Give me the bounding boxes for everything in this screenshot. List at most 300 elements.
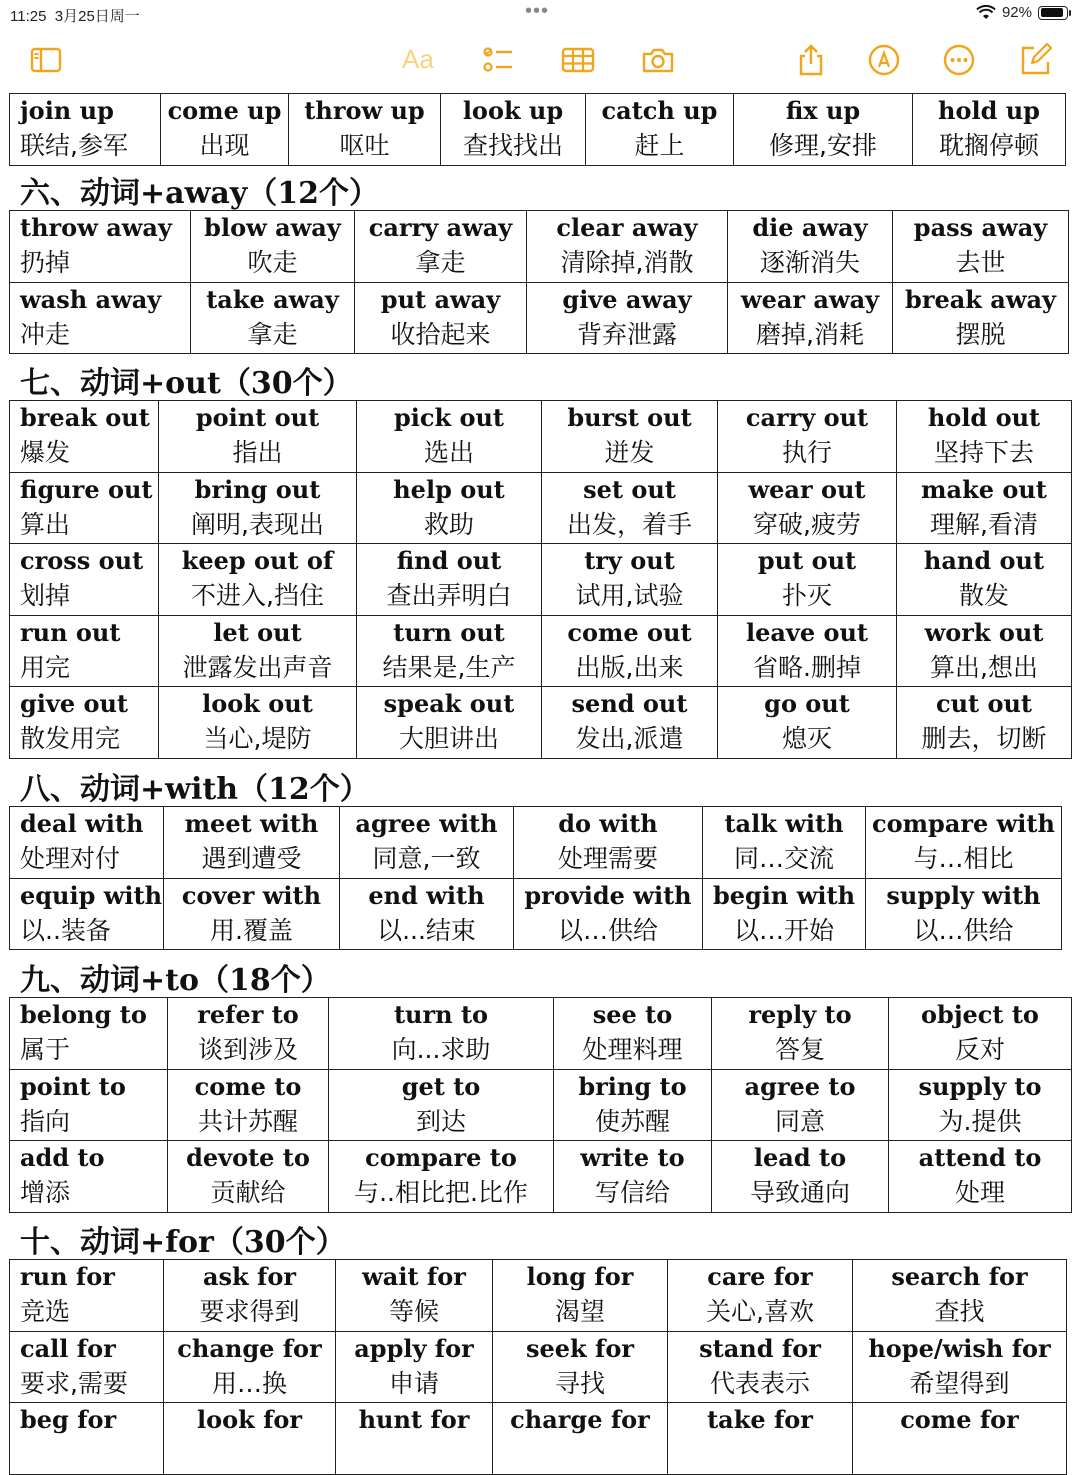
phrase-chinese: 使苏醒	[594, 1106, 670, 1136]
phrase-cell[interactable]	[357, 687, 542, 759]
phrase-cell[interactable]	[10, 615, 159, 687]
phrase-chinese: 与..相比把.比作	[354, 1178, 528, 1207]
status-time: 11:25 3月25日周一	[10, 8, 140, 25]
phrase-cell[interactable]	[10, 544, 159, 616]
phrase-cell[interactable]	[336, 1403, 493, 1475]
phrase-english: break out	[20, 403, 150, 432]
phrase-english: hand out	[923, 546, 1045, 575]
phrase-cell[interactable]	[493, 1403, 668, 1475]
phrase-chinese: 关心,喜欢	[706, 1297, 814, 1326]
phrase-cell[interactable]	[10, 211, 191, 283]
phrase-english: leave out	[745, 617, 869, 647]
phrase-english: work out	[924, 617, 1044, 647]
phrase-cell[interactable]	[10, 282, 191, 354]
phrase-chinese: 联结,参军	[20, 131, 128, 160]
phrase-english: refer to	[197, 1000, 299, 1029]
section-heading	[20, 764, 370, 808]
phrase-chinese: 要求,需要	[20, 1368, 128, 1398]
section-heading-cn: 十、动词	[20, 1225, 140, 1260]
phrase-chinese: 谈到涉及	[197, 1035, 298, 1064]
phrase-english: long for	[526, 1262, 634, 1291]
phrase-chinese: 当心,堤防	[203, 724, 312, 753]
phrase-chinese: 查找	[934, 1297, 985, 1326]
multitasking-dots-icon[interactable]: •••	[525, 0, 550, 22]
phrase-cell[interactable]	[329, 998, 554, 1070]
phrase-cell[interactable]	[336, 1331, 493, 1403]
phrase-chinese: 收拾起来	[390, 319, 491, 349]
phrase-english: stand for	[699, 1333, 821, 1363]
phrase-chinese: 出版,出来	[575, 652, 684, 682]
phrase-chinese: 遇到遭受	[201, 844, 302, 873]
table-row	[10, 807, 1062, 879]
phrase-chinese: 申请	[388, 1368, 439, 1398]
phrase-cell[interactable]	[542, 401, 718, 473]
phrase-chinese: 寻找	[554, 1368, 605, 1398]
phrase-english: point out	[195, 403, 320, 432]
share-icon[interactable]	[793, 42, 829, 78]
phrase-chinese: 大胆讲出	[398, 724, 499, 753]
phrase-cell[interactable]	[164, 878, 340, 950]
phrase-english: find out	[396, 546, 502, 575]
phrase-cell[interactable]	[718, 615, 897, 687]
section-heading-cn: 八、动词	[20, 772, 140, 807]
phrase-english: lead to	[753, 1143, 847, 1172]
phrase-cell[interactable]	[913, 94, 1066, 166]
phrase-cell[interactable]	[897, 615, 1072, 687]
phrase-english: attend to	[918, 1143, 1042, 1172]
phrase-cell[interactable]	[718, 544, 897, 616]
phrase-cell[interactable]	[10, 807, 164, 879]
phrase-english: end with	[368, 880, 485, 910]
phrase-cell[interactable]	[164, 1260, 336, 1332]
phrase-cell[interactable]	[164, 807, 340, 879]
phrase-cell[interactable]	[897, 687, 1072, 759]
phrase-chinese: 以…供给	[913, 915, 1014, 945]
phrase-cell[interactable]	[718, 472, 897, 544]
compose-note-icon[interactable]	[1017, 42, 1053, 78]
phrase-cell[interactable]	[893, 211, 1069, 283]
table-row	[10, 472, 1072, 544]
phrase-cell[interactable]	[289, 94, 441, 166]
phrase-cell[interactable]	[728, 282, 893, 354]
phrase-cell[interactable]	[889, 1069, 1072, 1141]
phrase-chinese: 与…相比	[913, 844, 1014, 873]
phrase-chinese: 等候	[388, 1297, 439, 1326]
phrase-chinese: 冲走	[20, 319, 71, 349]
phrase-chinese: 理解,看清	[930, 509, 1038, 539]
phrase-english: pick out	[393, 403, 505, 432]
phrase-cell[interactable]	[159, 615, 357, 687]
phrase-chinese: 算出,想出	[930, 652, 1038, 682]
phrase-cell[interactable]	[191, 282, 355, 354]
notes-toolbar	[0, 30, 1080, 90]
phrase-table	[9, 400, 1072, 759]
phrase-english: get to	[401, 1071, 481, 1101]
section-heading-en: +with（12个）	[140, 772, 370, 807]
table-row	[10, 211, 1069, 283]
phrase-cell[interactable]	[10, 401, 159, 473]
table-icon[interactable]	[560, 42, 596, 78]
phrase-english: carry out	[745, 403, 869, 432]
phrase-english: put away	[380, 284, 501, 314]
phrase-cell[interactable]	[542, 687, 718, 759]
phrase-chinese: 到达	[415, 1106, 466, 1136]
phrase-cell[interactable]	[542, 472, 718, 544]
phrase-chinese: 背弃泄露	[576, 319, 677, 349]
phrase-english: carry away	[368, 213, 513, 242]
table-row	[10, 94, 1066, 166]
phrase-chinese: 散发用完	[20, 724, 121, 753]
phrase-chinese: 坚持下去	[933, 438, 1034, 467]
section-heading-cn: 六、动词	[20, 176, 140, 211]
phrase-cell[interactable]	[712, 998, 889, 1070]
phrase-english: come to	[194, 1071, 302, 1101]
phrase-english: come out	[567, 617, 692, 647]
phrase-cell[interactable]	[889, 998, 1072, 1070]
phrase-cell[interactable]	[10, 94, 161, 166]
phrase-english: meet with	[184, 809, 319, 838]
phrase-chinese: 呕吐	[339, 131, 390, 160]
phrase-english: cover with	[181, 880, 322, 910]
phrase-cell[interactable]	[164, 1331, 336, 1403]
phrase-cell[interactable]	[329, 1141, 554, 1213]
phrase-cell[interactable]	[866, 878, 1062, 950]
section-heading-cn: 七、动词	[20, 366, 140, 401]
phrase-english: cut out	[935, 689, 1033, 718]
phrase-chinese: 赶上	[634, 131, 685, 160]
phrase-cell[interactable]	[340, 878, 514, 950]
phrase-english: hunt for	[358, 1405, 470, 1434]
phrase-cell[interactable]	[161, 94, 289, 166]
phrase-english: try out	[584, 546, 675, 575]
phrase-english: wear out	[748, 474, 866, 504]
phrase-cell[interactable]	[336, 1260, 493, 1332]
phrase-english: do with	[558, 809, 658, 838]
format-text-button[interactable]: Aa	[402, 44, 434, 74]
phrase-english: belong to	[20, 1000, 147, 1029]
phrase-cell[interactable]	[357, 401, 542, 473]
phrase-cell[interactable]	[10, 1331, 164, 1403]
phrase-cell[interactable]	[514, 878, 703, 950]
phrase-english: compare with	[872, 809, 1055, 838]
phrase-cell[interactable]	[728, 211, 893, 283]
phrase-english: pass away	[913, 213, 1048, 242]
phrase-chinese: 散发	[958, 581, 1009, 610]
phrase-cell[interactable]	[329, 1069, 554, 1141]
phrase-cell[interactable]	[159, 401, 357, 473]
phrase-cell[interactable]	[853, 1260, 1067, 1332]
section-heading-en: +out（30个）	[140, 366, 353, 401]
phrase-cell[interactable]	[703, 878, 866, 950]
phrase-english: make out	[921, 474, 1047, 504]
table-row	[10, 1141, 1072, 1213]
phrase-cell[interactable]	[668, 1403, 853, 1475]
phrase-english: wear away	[740, 284, 880, 314]
phrase-cell[interactable]	[357, 615, 542, 687]
phrase-chinese: 试用,试验	[575, 581, 684, 610]
phrase-chinese: 处理对付	[20, 844, 121, 873]
phrase-chinese: 代表表示	[709, 1368, 810, 1398]
phrase-cell[interactable]	[10, 1141, 168, 1213]
phrase-cell[interactable]	[554, 998, 712, 1070]
markup-pen-icon[interactable]	[866, 42, 902, 78]
phrase-chinese: 贡献给	[210, 1178, 286, 1207]
phrase-english: look for	[196, 1405, 303, 1434]
phrase-cell[interactable]	[542, 544, 718, 616]
phrase-english: go out	[764, 689, 850, 718]
phrase-cell[interactable]	[355, 282, 527, 354]
phrase-chinese: 执行	[781, 438, 832, 467]
wifi-icon	[976, 5, 996, 21]
status-bar	[0, 0, 1080, 28]
phrase-cell[interactable]	[10, 1260, 164, 1332]
table-row	[10, 401, 1072, 473]
phrase-table	[9, 806, 1062, 950]
phrase-cell[interactable]	[554, 1141, 712, 1213]
phrase-cell[interactable]	[159, 687, 357, 759]
more-options-icon[interactable]	[941, 42, 977, 78]
phrase-english: hold up	[938, 96, 1040, 125]
phrase-cell[interactable]	[853, 1331, 1067, 1403]
phrase-chinese: 耽搁停顿	[938, 131, 1039, 160]
phrase-cell[interactable]	[866, 807, 1062, 879]
phrase-cell[interactable]	[168, 998, 329, 1070]
phrase-chinese: 出现	[199, 131, 250, 160]
phrase-english: throw up	[304, 96, 425, 125]
phrase-cell[interactable]	[168, 1141, 329, 1213]
battery-icon	[1038, 6, 1068, 20]
phrase-english: object to	[921, 1000, 1039, 1029]
phrase-cell[interactable]	[10, 472, 159, 544]
phrase-table	[9, 93, 1066, 166]
phrase-chinese: 吹走	[247, 248, 298, 277]
table-row	[10, 544, 1072, 616]
phrase-cell[interactable]	[668, 1260, 853, 1332]
phrase-english: blow away	[204, 213, 341, 242]
phrase-cell[interactable]	[734, 94, 913, 166]
phrase-cell[interactable]	[897, 472, 1072, 544]
phrase-cell[interactable]	[355, 211, 527, 283]
phrase-chinese: 拿走	[247, 319, 298, 349]
phrase-english: help out	[393, 474, 505, 504]
phrase-chinese: 以..装备	[20, 915, 111, 945]
phrase-table	[9, 997, 1072, 1213]
phrase-english: agree to	[744, 1071, 856, 1101]
phrase-english: keep out of	[181, 546, 334, 575]
phrase-english: begin with	[712, 880, 856, 910]
phrase-chinese: 同…交流	[733, 844, 834, 873]
phrase-english: care for	[707, 1262, 813, 1291]
phrase-cell[interactable]	[668, 1331, 853, 1403]
phrase-english: set out	[583, 474, 676, 504]
phrase-english: apply for	[354, 1333, 474, 1363]
phrase-chinese: 去世	[955, 248, 1006, 277]
phrase-english: take for	[707, 1405, 813, 1434]
phrase-chinese: 扔掉	[20, 248, 71, 277]
phrase-chinese: 泄露发出声音	[182, 652, 333, 682]
phrase-english: wait for	[362, 1262, 466, 1291]
phrase-chinese: 竞选	[20, 1297, 71, 1326]
phrase-cell[interactable]	[527, 211, 728, 283]
phrase-cell[interactable]	[718, 687, 897, 759]
phrase-cell[interactable]	[191, 211, 355, 283]
phrase-english: point to	[20, 1071, 126, 1101]
phrase-english: write to	[580, 1143, 685, 1172]
phrase-english: take away	[206, 284, 339, 314]
phrase-cell[interactable]	[889, 1141, 1072, 1213]
table-row	[10, 1403, 1067, 1475]
phrase-chinese: 省略.删掉	[753, 652, 861, 682]
section-heading-en: +to（18个）	[140, 963, 331, 998]
phrase-cell[interactable]	[164, 1403, 336, 1475]
phrase-chinese: 划掉	[20, 581, 71, 610]
phrase-chinese: 同意	[774, 1106, 825, 1136]
phrase-english: seek for	[525, 1333, 634, 1363]
phrase-english: search for	[891, 1262, 1028, 1291]
phrase-chinese: 穿破,疲劳	[753, 509, 861, 539]
phrase-cell[interactable]	[703, 807, 866, 879]
phrase-chinese: 摆脱	[955, 319, 1006, 349]
phrase-chinese: 用.覆盖	[210, 915, 293, 945]
phrase-cell[interactable]	[357, 472, 542, 544]
phrase-chinese: 选出	[423, 438, 474, 467]
phrase-cell[interactable]	[527, 282, 728, 354]
phrase-cell[interactable]	[10, 1069, 168, 1141]
phrase-english: add to	[20, 1143, 105, 1172]
phrase-chinese: 救助	[423, 509, 474, 539]
section-heading	[20, 1217, 346, 1261]
phrase-cell[interactable]	[554, 1069, 712, 1141]
phrase-cell[interactable]	[712, 1141, 889, 1213]
phrase-chinese: 指出	[232, 438, 283, 467]
phrase-cell[interactable]	[897, 401, 1072, 473]
phrase-chinese: 删去，切断	[921, 724, 1047, 753]
phrase-chinese: 希望得到	[909, 1368, 1010, 1398]
phrase-english: beg for	[20, 1405, 117, 1434]
phrase-chinese: 同意,一致	[372, 844, 481, 873]
phrase-chinese: 熄灭	[781, 724, 832, 753]
phrase-english: throw away	[20, 213, 172, 242]
phrase-chinese: 要求得到	[199, 1297, 300, 1326]
phrase-chinese: 不进入,挡住	[191, 581, 324, 610]
section-heading-en: +for（30个）	[140, 1225, 346, 1260]
phrase-english: cross out	[20, 546, 144, 575]
battery-percent: 92%	[1001, 4, 1032, 21]
phrase-chinese: 共计苏醒	[197, 1106, 298, 1136]
phrase-english: figure out	[20, 474, 153, 504]
phrase-english: reply to	[748, 1000, 852, 1029]
phrase-english: turn to	[393, 1000, 489, 1029]
phrase-cell[interactable]	[853, 1403, 1067, 1475]
phrase-cell[interactable]	[10, 687, 159, 759]
phrase-chinese: 发出,派遣	[575, 724, 684, 753]
phrase-chinese: 指向	[20, 1106, 71, 1136]
table-row	[10, 687, 1072, 759]
phrase-english: compare to	[365, 1143, 517, 1172]
table-row	[10, 1331, 1067, 1403]
phrase-english: run for	[20, 1262, 115, 1291]
phrase-chinese: 出发，着手	[566, 509, 692, 539]
phrase-cell[interactable]	[514, 807, 703, 879]
phrase-chinese: 用…换	[211, 1368, 287, 1398]
phrase-chinese: 处理料理	[582, 1035, 683, 1064]
section-heading-cn: 九、动词	[20, 963, 140, 998]
phrase-chinese: 导致通向	[749, 1178, 850, 1207]
phrase-chinese: 反对	[954, 1035, 1005, 1064]
phrase-english: bring to	[578, 1071, 687, 1101]
phrase-chinese: 处理	[954, 1178, 1005, 1207]
section-heading-en: +away（12个）	[140, 176, 380, 211]
phrase-cell[interactable]	[159, 472, 357, 544]
phrase-english: call for	[20, 1333, 116, 1363]
phrase-chinese: 逐渐消失	[759, 248, 860, 277]
phrase-chinese: 答复	[774, 1035, 825, 1064]
phrase-cell[interactable]	[542, 615, 718, 687]
phrase-english: turn out	[393, 617, 505, 647]
phrase-chinese: 磨掉,消耗	[756, 319, 864, 349]
camera-icon[interactable]	[640, 42, 676, 78]
sidebar-icon[interactable]	[28, 42, 64, 78]
phrase-english: see to	[592, 1000, 673, 1029]
phrase-english: change for	[177, 1333, 322, 1363]
phrase-cell[interactable]	[159, 544, 357, 616]
phrase-english: let out	[213, 617, 302, 647]
phrase-cell[interactable]	[357, 544, 542, 616]
table-row	[10, 615, 1072, 687]
table-row	[10, 1260, 1067, 1332]
phrase-chinese: 迸发	[604, 438, 655, 467]
phrase-english: clear away	[556, 213, 698, 242]
phrase-english: bring out	[194, 474, 321, 504]
phrase-cell[interactable]	[441, 94, 586, 166]
phrase-cell[interactable]	[10, 1403, 164, 1475]
checklist-icon[interactable]	[480, 42, 516, 78]
phrase-table	[9, 210, 1069, 354]
phrase-english: supply with	[886, 880, 1041, 910]
phrase-chinese: 扑灭	[781, 581, 832, 610]
phrase-cell[interactable]	[718, 401, 897, 473]
phrase-cell[interactable]	[586, 94, 734, 166]
phrase-english: catch up	[601, 96, 718, 125]
table-row	[10, 998, 1072, 1070]
phrase-chinese: 用完	[20, 652, 71, 682]
phrase-cell[interactable]	[493, 1331, 668, 1403]
phrase-english: burst out	[567, 403, 692, 432]
phrase-english: look up	[462, 96, 564, 125]
phrase-chinese: 查找找出	[462, 131, 563, 160]
phrase-cell[interactable]	[712, 1069, 889, 1141]
phrase-cell[interactable]	[10, 998, 168, 1070]
phrase-table	[9, 1259, 1067, 1475]
phrase-chinese: 向...求助	[391, 1035, 491, 1064]
phrase-cell[interactable]	[10, 878, 164, 950]
phrase-english: break away	[905, 284, 1056, 314]
phrase-cell[interactable]	[493, 1260, 668, 1332]
phrase-chinese: 修理,安排	[769, 131, 877, 160]
phrase-cell[interactable]	[340, 807, 514, 879]
phrase-chinese: 处理需要	[557, 844, 658, 873]
phrase-chinese: 增添	[20, 1178, 71, 1207]
phrase-cell[interactable]	[893, 282, 1069, 354]
phrase-chinese: 清除掉,消散	[560, 248, 694, 277]
phrase-cell[interactable]	[897, 544, 1072, 616]
table-row	[10, 282, 1069, 354]
phrase-english: deal with	[20, 809, 144, 838]
phrase-english: equip with	[20, 880, 163, 910]
phrase-english: agree with	[355, 809, 498, 838]
phrase-english: fix up	[785, 96, 861, 125]
phrase-cell[interactable]	[168, 1069, 329, 1141]
